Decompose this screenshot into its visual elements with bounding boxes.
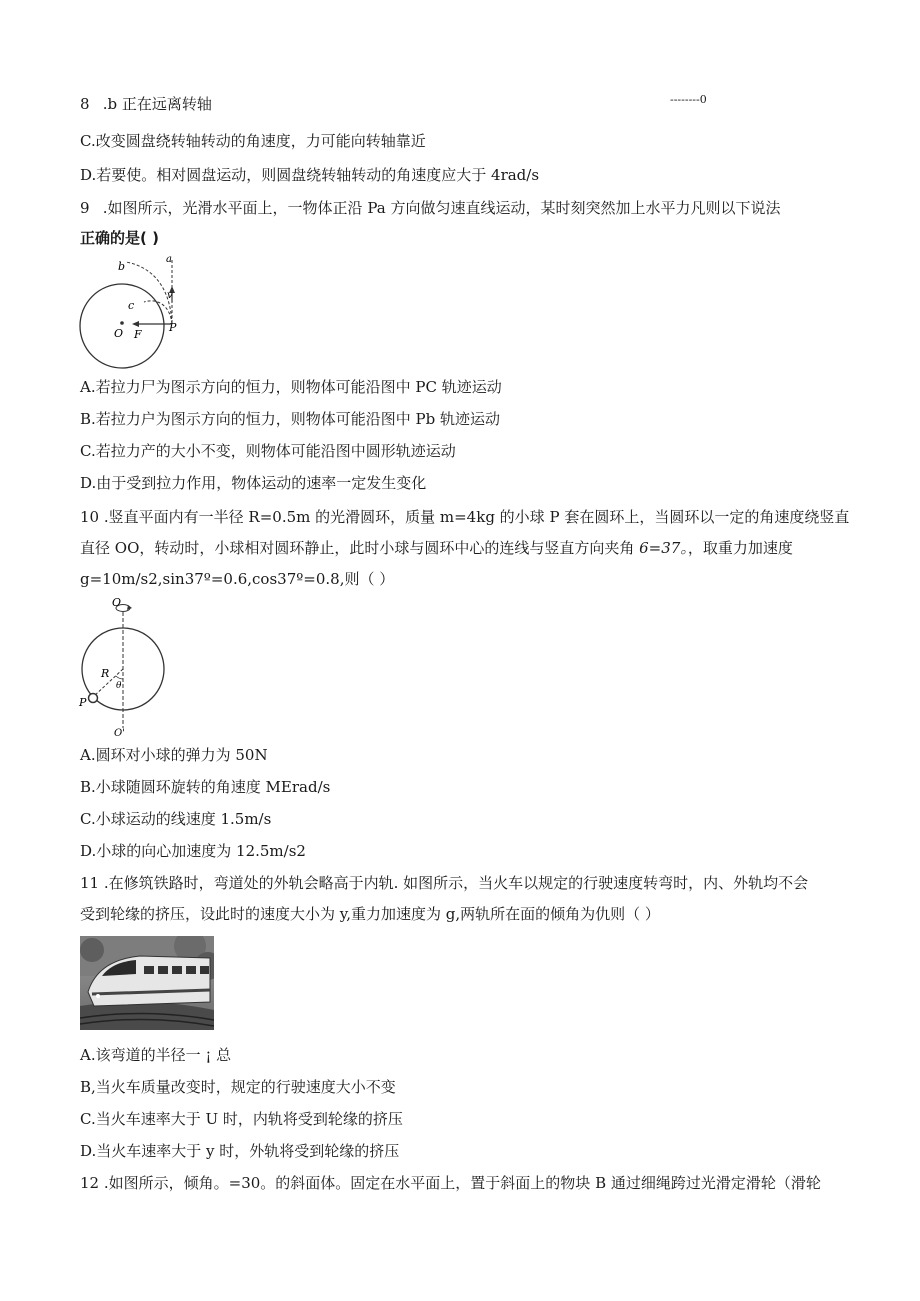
q10-label-p: P [79,696,87,709]
q11-option-c: C.当火车速率大于 U 时，内轨将受到轮缘的挤压 [80,1110,403,1128]
q9-label-a: a [166,254,172,265]
q11-option-d: D.当火车速率大于 y 时，外轨将受到轮缘的挤压 [80,1142,400,1160]
q8-option-b [80,94,212,114]
q9-label-c: c [128,299,135,312]
q10-stem-cont-post: ，取重力加速度 [687,539,793,557]
q8-option-d: D.若要使。相对圆盘运动，则圆盘绕转轴转动的角速度应大于 4rad/s [80,166,540,184]
q9-num: 9 [80,199,90,217]
q9-option-a: A.若拉力尸为图示方向的恒力，则物体可能沿图中 PC 轨迹运动 [80,378,502,396]
q11-num: 11 [80,874,100,892]
q10-label-o-bottom: O' [114,728,125,738]
q9-option-d: D.由于受到拉力作用，物体运动的速率一定发生变化 [80,474,427,492]
q11-stem-text: .在修筑铁路时，弯道处的外轨会略高于内轨. 如图所示，当火车以规定的行驶速度转弯时，内、外轨均不会 [103,874,809,892]
q10-label-r: R [101,667,110,680]
q9-label-p: P [169,321,177,334]
q9-stem-text: .如图所示，光滑水平面上，一物体正沿 Pa 方向做匀速直线运动，某时刻突然加上水平力凡则以下说法 [102,199,781,217]
q9-figure [78,252,188,370]
q9-center-dot [120,321,124,325]
q10-stem [80,507,849,527]
q9-stem [80,198,780,218]
q10-angle: 6=37。 [639,539,688,557]
q9-option-c: C.若拉力产的大小不变，则物体可能沿图中圆形轨迹运动 [80,442,456,460]
q12-num: 12 [80,1174,100,1192]
q10-stem-cont [80,538,793,558]
q9-force-arrowhead [132,321,139,327]
q10-label-theta: θ [116,681,122,691]
q10-stem-cont-pre: 直径 OO，转动时，小球相对圆环静止，此时小球与圆环中心的连线与竖直方向夹角 [80,539,640,557]
q8-num: 8 [80,95,90,113]
q11-stem-cont: 受到轮缘的挤压，设此时的速度大小为 y,重力加速度为 g,两轨所在面的倾角为仇则（ ） [80,905,660,923]
q11-option-a: A.该弯道的半径一 ¡ 总 [80,1046,232,1064]
q11-option-b: B,当火车质量改变时，规定的行驶速度大小不变 [80,1078,396,1096]
q10-stem-text: .竖直平面内有一半径 R=0.5m 的光滑圆环，质量 m=4kg 的小球 P 套在圆环上，当圆环以一定的角速度绕竖直 [103,508,850,526]
q9-circle [80,284,164,368]
q8-option-c: C.改变圆盘绕转轴转动的角速度，力可能向转轴靠近 [80,132,426,150]
q9-label-f: F [134,328,142,341]
q10-label-o-top: O [112,598,122,609]
q10-num: 10 [80,508,100,526]
q8-option-b-text: .b 正在远离转轴 [102,95,212,113]
q10-option-c: C.小球运动的线速度 1.5m/s [80,810,272,828]
q12-stem [80,1173,821,1193]
q10-angle-arc [116,676,123,679]
q9-label-b: b [118,260,126,273]
q10-figure [76,598,176,738]
q10-option-b: B.小球随圆环旋转的角速度 MErad/s [80,778,331,796]
q9-stem-cont: 正确的是( ) [80,229,159,247]
dash-mark: --------0 [670,93,707,106]
q12-stem-text: .如图所示，倾角。=30。的斜面体。固定在水平面上，置于斜面上的物块 B 通过细绳跨过光滑定滑轮（滑轮 [103,1174,821,1192]
q11-train-photo [80,936,214,1030]
q9-option-b: B.若拉力户为图示方向的恒力，则物体可能沿图中 Pb 轨迹运动 [80,410,501,428]
q10-option-d: D.小球的向心加速度为 12.5m∕s2 [80,842,306,860]
q10-ball [89,694,98,703]
q11-stem [80,873,808,893]
q9-label-o: O [114,327,124,340]
q10-option-a: A.圆环对小球的弹力为 50N [80,746,268,764]
q10-constants: g=10m∕s2,sin37º=0.6,cos37º=0.8,则（ ） [80,570,395,588]
q9-label-v: v [167,290,173,301]
